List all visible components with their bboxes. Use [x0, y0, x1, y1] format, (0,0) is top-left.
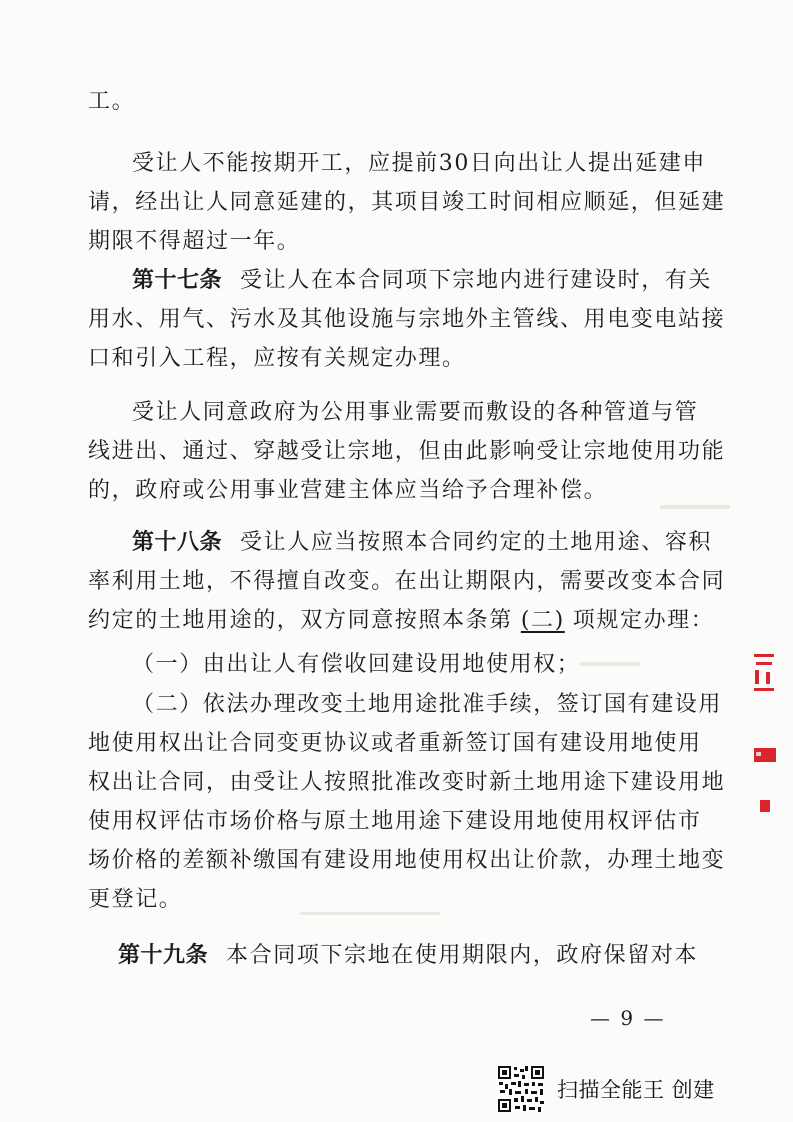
- text-line: 受让人不能按期开工，应提前30日向出让人提出延建申: [132, 151, 706, 176]
- text-line: 工。: [88, 89, 136, 114]
- text-line: 用水、用气、污水及其他设施与宗地外主管线、用电变电站接: [88, 307, 726, 332]
- text-line: 更登记。: [88, 887, 183, 912]
- article-19-text: 本合同项下宗地在使用期限内，政府保留对本: [226, 943, 699, 968]
- text-line: 使用权评估市场价格与原土地用途下建设用地使用权评估市: [88, 809, 702, 834]
- text-line: 权出让合同，由受让人按照批准改变时新土地用途下建设用地: [88, 770, 726, 795]
- text-line: [88, 606, 715, 636]
- article-17-line: [132, 266, 713, 296]
- option-2: （二）依法办理改变土地用途批准手续，签订国有建设用: [132, 692, 723, 717]
- text-line: 受让人同意政府为公用事业需要而敷设的各种管道与管: [132, 400, 699, 425]
- text-line: 线进出、通过、穿越受让宗地，但由此影响受让宗地使用功能: [88, 439, 726, 464]
- article-17-text: 受让人在本合同项下宗地内进行建设时，有关: [240, 268, 713, 293]
- article-19-line: [118, 941, 699, 971]
- bleed-through-mark: [300, 912, 440, 915]
- qr-code-icon: [497, 1065, 545, 1113]
- text-line: 场价格的差额补缴国有建设用地使用权出让价款，办理土地变: [88, 848, 726, 873]
- article-18-line: [132, 528, 713, 558]
- text-span: 项规定办理：: [572, 608, 715, 633]
- text-line: 的，政府或公用事业营建主体应当给予合理补偿。: [88, 478, 608, 503]
- bleed-through-mark: [580, 662, 640, 666]
- text-span: 约定的土地用途的，双方同意按照本条第: [88, 608, 513, 633]
- text-line: 期限不得超过一年。: [88, 229, 301, 254]
- bleed-through-mark: [660, 505, 730, 509]
- filled-choice: (二): [520, 608, 565, 633]
- watermark-label: 扫描全能王 创建: [557, 1078, 715, 1102]
- page-number: — 9 —: [590, 1006, 666, 1030]
- red-seal-fragment: [748, 650, 778, 820]
- article-18-text: 受让人应当按照本合同约定的土地用途、容积: [240, 530, 713, 555]
- option-1: （一）由出让人有偿收回建设用地使用权；: [132, 652, 581, 677]
- article-19-title: 第十九条: [118, 943, 209, 968]
- text-line: 口和引入工程，应按有关规定办理。: [88, 346, 466, 371]
- scanner-watermark: [497, 1060, 715, 1118]
- article-17-title: 第十七条: [132, 268, 223, 293]
- text-line: 地使用权出让合同变更协议或者重新签订国有建设用地使用: [88, 731, 702, 756]
- text-line: 率利用土地，不得擅自改变。在出让期限内，需要改变本合同: [88, 569, 726, 594]
- article-18-title: 第十八条: [132, 530, 223, 555]
- text-line: 请，经出让人同意延建的，其项目竣工时间相应顺延，但延建: [88, 190, 726, 215]
